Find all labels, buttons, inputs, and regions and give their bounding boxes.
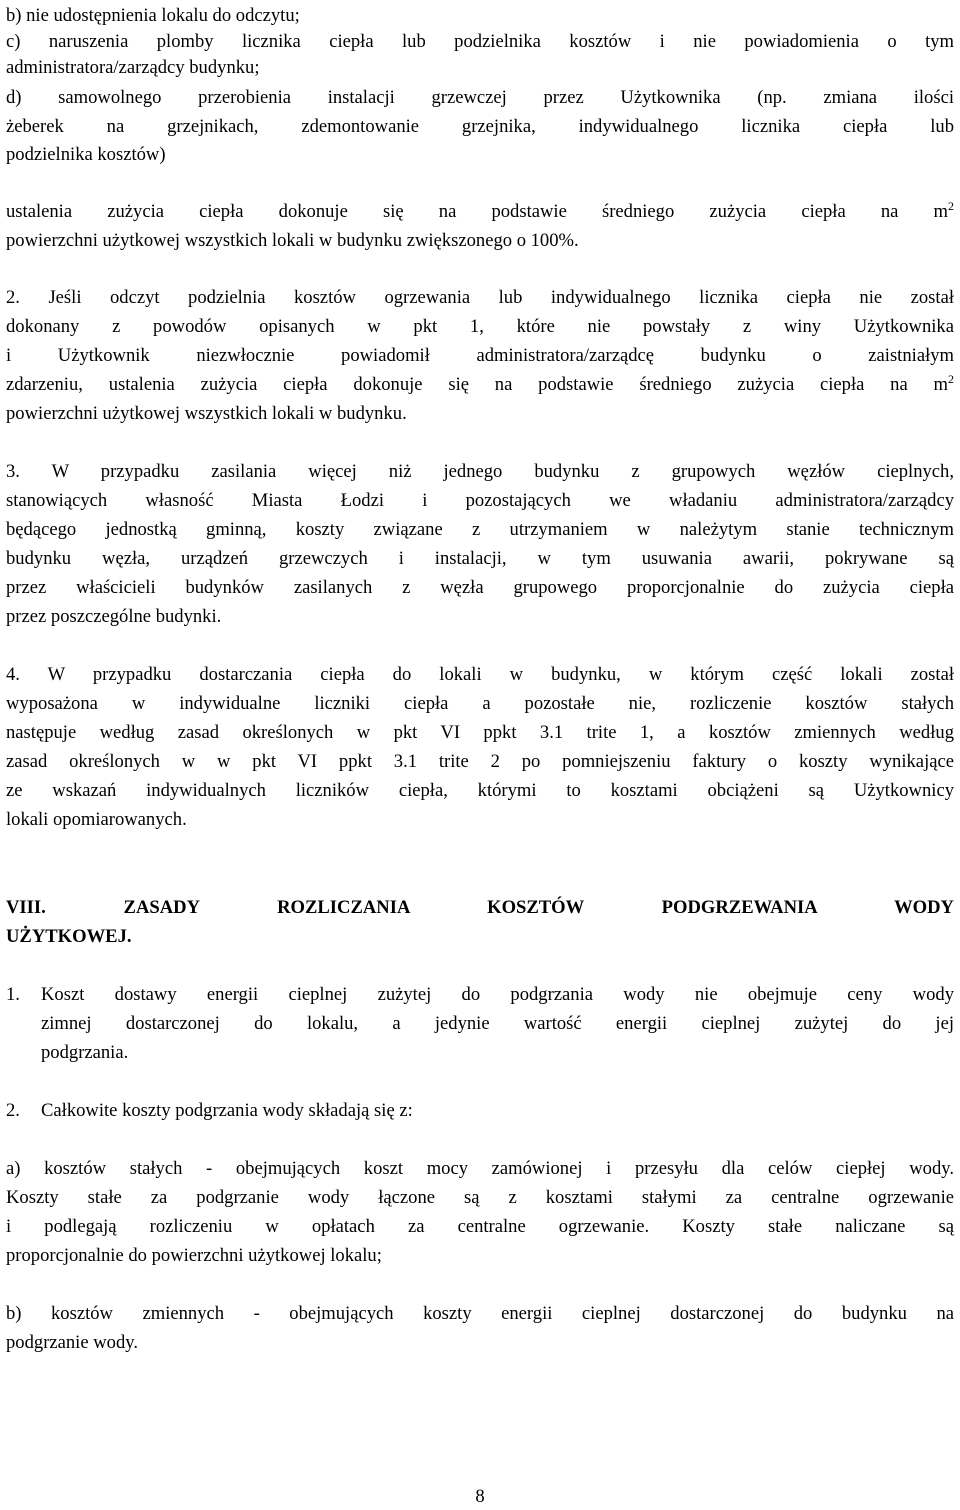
text-line: i podlegają rozliczeniu w opłatach za centralne ogrzewanie. Koszty stałe naliczane są xyxy=(6,1216,954,1237)
text-line: administratora/zarządcy budynku; xyxy=(6,57,260,78)
text-line: podgrzania. xyxy=(41,1042,129,1063)
text-line: Koszt dostawy energii cieplnej zużytej do podgrzania wody nie obejmuje ceny wody xyxy=(41,984,954,1005)
text-line: proporcjonalnie do powierzchni użytkowej lokalu; xyxy=(6,1245,382,1266)
text-line: żeberek na grzejnikach, zdemontowanie grzejnika, indywidualnego licznika ciepła lub xyxy=(6,116,954,137)
text-line: b) nie udostępnienia lokalu do odczytu; xyxy=(6,5,300,26)
text-line: 2. Jeśli odczyt podzielnia kosztów ogrzewania lub indywidualnego licznika ciepła nie został xyxy=(6,287,954,308)
text-line: i Użytkownik niezwłocznie powiadomił administratora/zarządcę budynku o zaistniałym xyxy=(6,345,954,366)
text-line: podzielnika kosztów) xyxy=(6,144,166,165)
page-number: 8 xyxy=(475,1486,485,1507)
superscript: 2 xyxy=(948,372,954,386)
text-line: stanowiących własność Miasta Łodzi i pozostających we władaniu administratora/zarządcy xyxy=(6,490,954,511)
text-line: zasad określonych w w pkt VI ppkt 3.1 trite 2 po pomniejszeniu faktury o koszty wynikające xyxy=(6,751,954,772)
text-line: ustalenia zużycia ciepła dokonuje się na podstawie średniego zużycia ciepła na $m^2$ xyxy=(6,199,954,222)
text-line: następuje według zasad określonych w pkt VI ppkt 3.1 trite 1, a kosztów zmiennych według xyxy=(6,722,954,743)
text-line: zimnej dostarczonej do lokalu, a jedynie wartość energii cieplnej zużytej do jej xyxy=(41,1013,954,1034)
text-line: a) kosztów stałych - obejmujących koszt mocy zamówionej i przesyłu dla celów ciepłej wody. xyxy=(6,1158,954,1179)
item-number: 1. xyxy=(6,984,20,1005)
text-line: Koszty stałe za podgrzanie wody łączone są z kosztami stałymi za centralne ogrzewanie xyxy=(6,1187,954,1208)
text-line: podgrzanie wody. xyxy=(6,1332,139,1353)
text-line: ze wskazań indywidualnych liczników ciepła, którymi to kosztami obciążeni są Użytkownicy xyxy=(6,780,954,801)
text-line: budynku węzła, urządzeń grzewczych i instalacji, w tym usuwania awarii, pokrywane są xyxy=(6,548,954,569)
text-line: przez poszczególne budynki. xyxy=(6,606,222,627)
text-line: Całkowite koszty podgrzania wody składają się z: xyxy=(41,1100,413,1121)
item-number: 2. xyxy=(6,1100,20,1121)
superscript: 2 xyxy=(948,199,954,213)
text-line: przez właścicieli budynków zasilanych z węzła grupowego proporcjonalnie do zużycia ciepła xyxy=(6,577,954,598)
text-line: 3. W przypadku zasilania więcej niż jednego budynku z grupowych węzłów cieplnych, xyxy=(6,461,954,482)
text-line: zdarzeniu, ustalenia zużycia ciepła dokonuje się na podstawie średniego zużycia ciepła na $m^2$ xyxy=(6,372,954,395)
text-line: powierzchni użytkowej wszystkich lokali w budynku. xyxy=(6,403,407,424)
section-heading: VIII. ZASADY ROZLICZANIA KOSZTÓW PODGRZEWANIA WODY xyxy=(6,897,954,918)
text-line: powierzchni użytkowej wszystkich lokali w budynku zwiększonego o 100%. xyxy=(6,230,579,251)
text-line: będącego jednostką gminną, koszty związane z utrzymaniem w należytym stanie technicznym xyxy=(6,519,954,540)
text-line: wyposażona w indywidualne liczniki ciepła a pozostałe nie, rozliczenie kosztów stałych xyxy=(6,693,954,714)
text-line: d) samowolnego przerobienia instalacji grzewczej przez Użytkownika (np. zmiana ilości xyxy=(6,87,954,108)
text-line: 4. W przypadku dostarczania ciepła do lokali w budynku, w którym część lokali został xyxy=(6,664,954,685)
text-line: lokali opomiarowanych. xyxy=(6,809,187,830)
text-line: c) naruszenia plomby licznika ciepła lub podzielnika kosztów i nie powiadomienia o tym xyxy=(6,31,954,52)
text-line: b) kosztów zmiennych - obejmujących koszty energii cieplnej dostarczonej do budynku na xyxy=(6,1303,954,1324)
text-line: dokonany z powodów opisanych w pkt 1, które nie powstały z winy Użytkownika xyxy=(6,316,954,337)
section-heading: UŻYTKOWEJ. xyxy=(6,926,132,947)
